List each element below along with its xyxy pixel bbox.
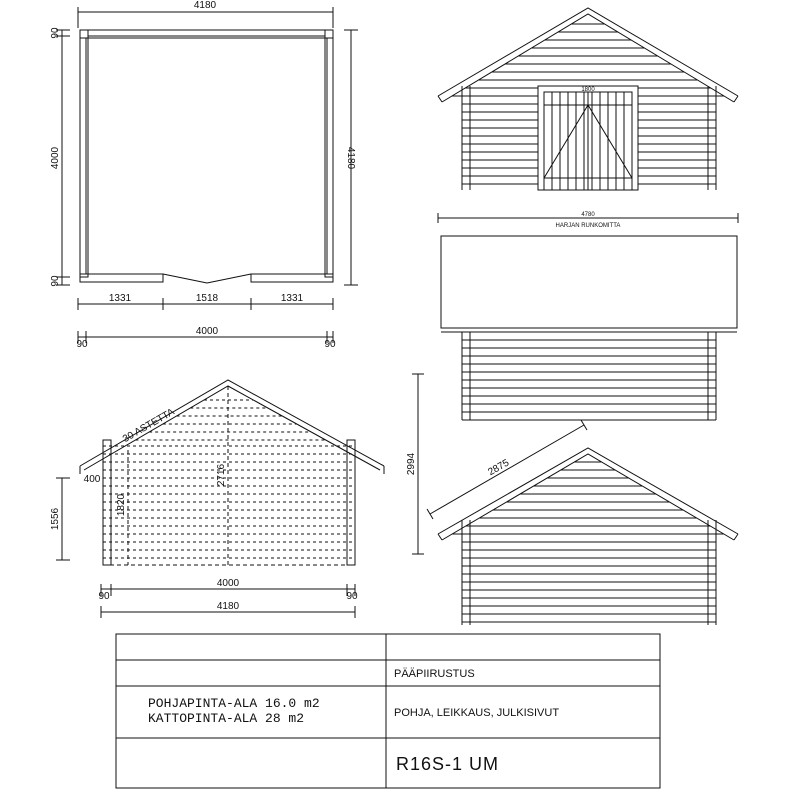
title-floor-area: POHJAPINTA-ALA 16.0 m2	[148, 696, 320, 711]
section-eave-overhang: 400	[83, 474, 101, 485]
title-model-code: R16S-1 UM	[396, 754, 500, 774]
gable-total-height: 2994	[406, 452, 417, 476]
plan-left-height: 4000	[50, 146, 61, 170]
plan-bottom-off-left: 90	[76, 339, 88, 350]
side-ridge-caption: HARJAN RUNKOMITTA	[555, 223, 621, 229]
plan-seg-mid: 1518	[195, 293, 219, 304]
front-elevation	[438, 8, 738, 190]
plan-top-width: 4180	[193, 0, 217, 11]
section-off-right: 90	[346, 591, 358, 602]
section-roof-angle: 30 ASTETTA	[121, 406, 177, 446]
section-inner-wall-height: 1820	[116, 493, 127, 517]
section-wall-height: 1556	[50, 507, 61, 531]
title-roof-area: KATTOPINTA-ALA 28 m2	[148, 711, 305, 726]
plan-offset-top: 90	[50, 27, 61, 39]
plan-offset-bottom: 90	[50, 275, 61, 287]
title-drawing-type: PÄÄPIIRUSTUS	[394, 668, 475, 680]
title-contents: POHJA, LEIKKAUS, JULKISIVUT	[394, 707, 560, 719]
plan-seg-left: 1331	[108, 293, 132, 304]
door-label: 1800	[581, 87, 595, 93]
section-width-inner: 4000	[216, 578, 240, 589]
section-ridge-height: 2716	[216, 463, 227, 487]
plan-right-height: 4180	[345, 146, 356, 170]
section-off-left: 90	[98, 591, 110, 602]
side-ridge-length: 4780	[581, 212, 595, 218]
gable-rafter-length: 2875	[486, 457, 512, 479]
plan-seg-right: 1331	[280, 293, 304, 304]
section-width-outer: 4180	[216, 601, 240, 612]
plan-bottom-off-right: 90	[324, 339, 336, 350]
plan-bottom-width: 4000	[195, 326, 219, 337]
side-elevation	[438, 213, 738, 420]
